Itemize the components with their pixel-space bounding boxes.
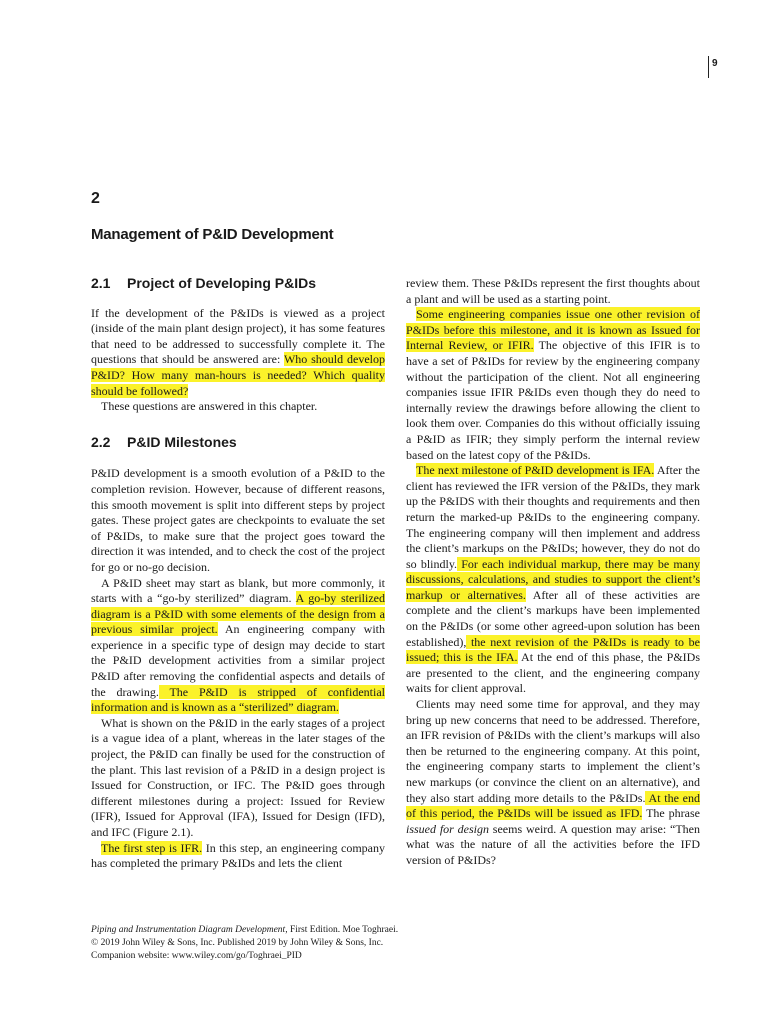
book-title: Piping and Instrumentation Diagram Development (91, 925, 286, 935)
paragraph (91, 841, 385, 872)
highlighted-text: At the end of this period, the P&IDs will be issued as IFD. (406, 790, 701, 821)
footer-line: Companion website: www.wiley.com/go/Toghraei_PID (91, 951, 302, 961)
paragraph (406, 463, 700, 697)
paragraph: review them. These P&IDs represent the first thoughts about a plant and will be used as a starting point. (406, 276, 700, 306)
paragraph: These questions are answered in this chapter. (101, 399, 318, 414)
text-run: After all of these activities are complete and the client’s markups have been implemented on the P&IDs (or some other agreed-upon solution has been established), (406, 587, 700, 649)
section-heading (91, 276, 385, 292)
text-run: At the end of this phase, the P&IDs are presented to the client, and the engineering company waits for client approval. (406, 650, 701, 696)
text-run: Clients may need some time for approval, and they may bring up new concerns that need to be addressed. Therefore, an IFR revision of P&IDs with the client’s markups will also then be returned to the engineering company. At this point, the engineering company starts to implement the client’s new markups (or convince the client on an alternative), and they also start adding more details to the P&IDs. (406, 697, 700, 805)
paragraph (91, 576, 385, 716)
footer-line (91, 924, 398, 937)
highlighted-text: A go-by sterilized diagram is a P&ID with some elements of the design from a previous similar project. (91, 591, 385, 637)
text-run: The objective of this IFIR is to have a set of P&IDs for review by the engineering company without the participation of the client. Not all engineering companies issue IFIR P&IDs even though they do need to internally review the drawings before allowing the client to look them over. Companies do this without officially issuing a P&ID as IFIR; they simply perform the internal review based on the latest copy of the P&IDs. (406, 338, 701, 462)
page-number: 9 (712, 58, 718, 69)
paragraph (91, 306, 385, 400)
paragraph (406, 697, 700, 869)
text-run: The phrase (642, 806, 700, 821)
highlighted-text: The next milestone of P&ID development is IFA. (416, 463, 655, 478)
text-run: An engineering company with experience in a specific type of design may decide to start the P&ID development activities from a similar project P&ID after removing the confidential aspects and details of the drawing. (91, 622, 385, 699)
text-run: After the client has reviewed the IFR version of the P&IDs, they mark up the P&IDS with their thoughts and requirements and then return the marked-up P&IDs to the engineering company. The engineering company will then implement and address the client’s markups on the P&IDs; however, they do not do so blindly. (406, 463, 700, 571)
page-number-rule (708, 56, 709, 78)
chapter-number: 2 (91, 190, 100, 207)
highlighted-text: The first step is IFR. (101, 840, 203, 855)
italic-term: issued for design (406, 821, 489, 836)
left-column (91, 276, 385, 872)
section-title: Project of Developing P&IDs (127, 275, 317, 291)
highlighted-text: For each individual markup, there may be many discussions, calculations, and studies to support the client’s markup or alternatives. (406, 556, 700, 602)
text-run: A P&ID sheet may start as blank, but more commonly, it starts with a “go-by sterilized” diagram. (91, 575, 385, 606)
paragraph: What is shown on the P&ID in the early stages of a project is a vague idea of a plant, whereas in the later stages of the project, the P&ID can finally be used for the construction of the plant. This last revision of a P&ID in a design project is Issued for Construction, or IFC. The P&ID goes through different milestones during a project: Issued for Review (IFR), Issued for Approval (IFA), Issued for Design (IFD), and IFC (Figure 2.1). (91, 715, 385, 839)
highlighted-text: the next revision of the P&IDs is ready to be issued; this is the IFA. (406, 634, 700, 665)
section-number: 2.1 (91, 275, 111, 291)
section-number: 2.2 (91, 433, 111, 450)
footer-line: © 2019 John Wiley & Sons, Inc. Published 2019 by John Wiley & Sons, Inc. (91, 938, 384, 948)
right-column (406, 276, 700, 869)
text-run: If the development of the P&IDs is viewed as a project (inside of the main plant design project), it has some features that need to be addressed to successfully complete it. The questions that should be answered are: (91, 305, 385, 367)
footer-text: , First Edition. Moe Toghraei. (285, 925, 399, 935)
paragraph (406, 307, 700, 463)
chapter-title: Management of P&ID Development (91, 226, 334, 243)
highlighted-text: The P&ID is stripped of confidential information and is known as a “sterilized” diagram. (91, 684, 385, 715)
copyright-footer (91, 924, 398, 963)
paragraph: P&ID development is a smooth evolution of a P&ID to the completion revision. However, because of different reasons, this smooth movement is split into different steps by project gates. These project gates are checkpoints to evaluate the set of P&IDs, to make sure that the project goes toward the direction it was intended, and to check the cost of the project for go or no-go decision. (91, 466, 385, 574)
highlighted-text: Who should develop P&ID? How many man-hours is needed? Which quality should be followed? (91, 352, 385, 398)
section-title: P&ID Milestones (127, 433, 237, 450)
section-heading (91, 435, 385, 451)
text-run: In this step, an engineering company has completed the primary P&IDs and lets the client (91, 840, 386, 871)
highlighted-text: Some engineering companies issue one other revision of P&IDs before this milestone, and it is known as Issued for Internal Review, or IFIR. (406, 307, 700, 353)
text-run: seems weird. A question may arise: “Then what was the nature of all the activities before the IFD version of P&IDs? (406, 821, 700, 867)
